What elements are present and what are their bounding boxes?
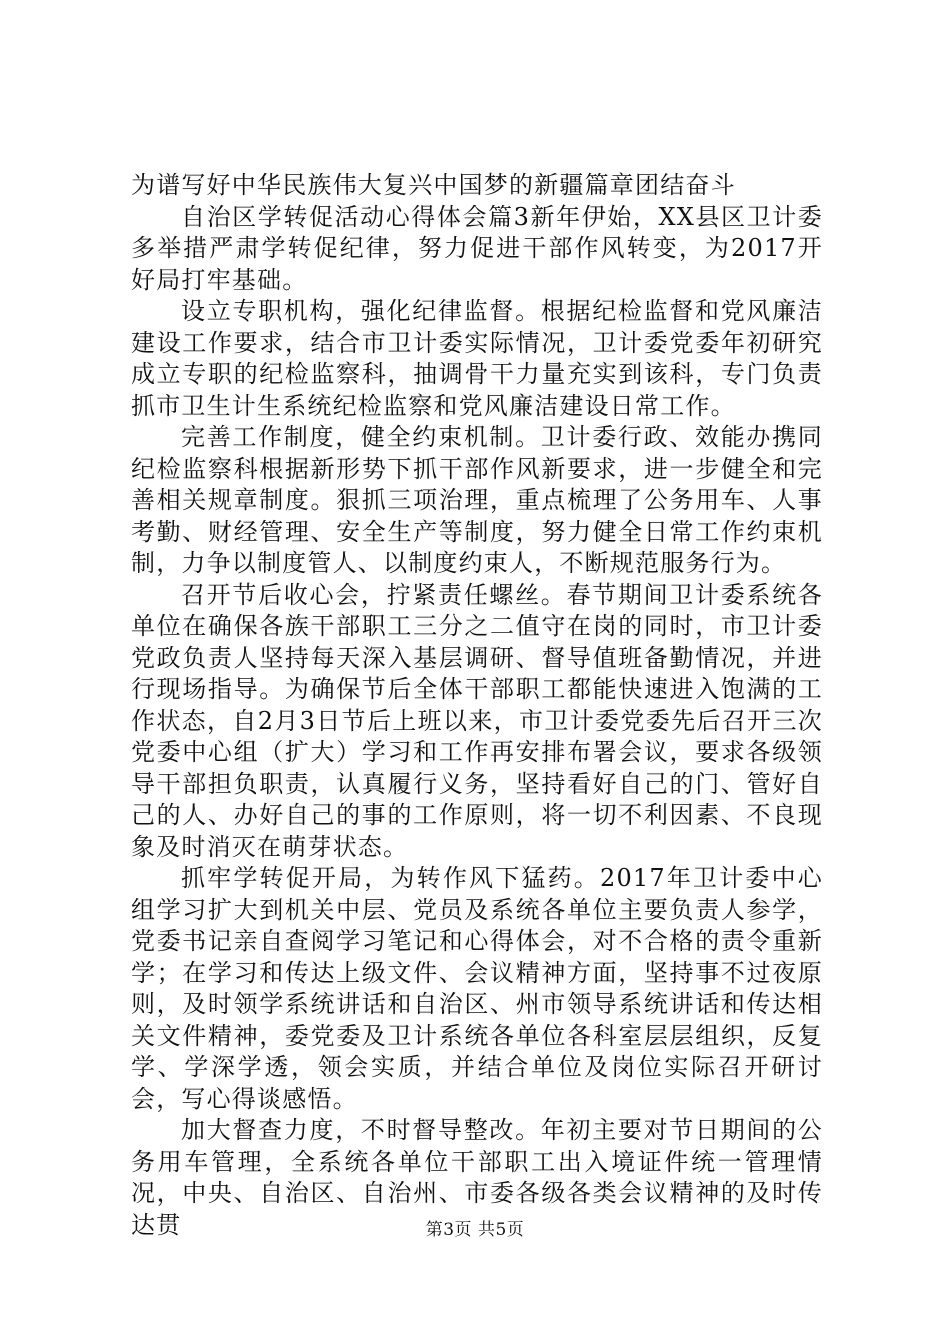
paragraph-2: 自治区学转促活动心得体会篇3新年伊始，XX县区卫计委多举措严肃学转促纪律，努力促进干部作风转变，为2017开好局打牢基础。 <box>131 202 823 294</box>
document-body <box>131 170 823 1241</box>
paragraph-6: 抓牢学转促开局，为转作风下猛药。2017年卫计委中心组学习扩大到机关中层、党员及系统各单位主要负责人参学，党委书记亲自查阅学习笔记和心得体会，对不合格的责令重新学；在学习和传达上级文件、会议精神方面，坚持事不过夜原则，及时领学系统讲话和自治区、州市领导系统讲话和传达相关文件精神，委党委及卫计系统各单位各科室层层组织，反复学、学深学透，领会实质，并结合单位及岗位实际召开研讨会，写心得谈感悟。 <box>131 864 823 1113</box>
paragraph-1: 为谱写好中华民族伟大复兴中国梦的新疆篇章团结奋斗 <box>131 171 736 199</box>
paragraph-4: 完善工作制度，健全约束机制。卫计委行政、效能办携同纪检监察科根据新形势下抓干部作风新要求，进一步健全和完善相关规章制度。狠抓三项治理，重点梳理了公务用车、人事考勤、财经管理、安全生产等制度，努力健全日常工作约束机制，力争以制度管人、以制度约束人，不断规范服务行为。 <box>131 423 823 577</box>
page-number-footer: 第3页 共5页 <box>425 1220 525 1240</box>
paragraph-5: 召开节后收心会，拧紧责任螺丝。春节期间卫计委系统各单位在确保各族干部职工三分之二值守在岗的同时，市卫计委党政负责人坚持每天深入基层调研、督导值班备勤情况，并进行现场指导。为确保节后全体干部职工都能快速进入饱满的工作状态，自2月3日节后上班以来，市卫计委党委先后召开三次党委中心组（扩大）学习和工作再安排布署会议，要求各级领导干部担负职责，认真履行义务，坚持看好自己的门、管好自己的人、办好自己的事的工作原则，将一切不利因素、不良现象及时消灭在萌芽状态。 <box>131 580 823 861</box>
paragraph-7: 加大督查力度，不时督导整改。年初主要对节日期间的公务用车管理，全系统各单位干部职工出入境证件统一管理情况，中央、自治区、自治州、市委各级各类会议精神的及时传达贯 <box>131 1116 823 1239</box>
paragraph-3: 设立专职机构，强化纪律监督。根据纪检监督和党风廉洁建设工作要求，结合市卫计委实际情况，卫计委党委年初研究成立专职的纪检监察科，抽调骨干力量充实到该科，专门负责抓市卫生计生系统纪检监察和党风廉洁建设日常工作。 <box>131 297 823 420</box>
